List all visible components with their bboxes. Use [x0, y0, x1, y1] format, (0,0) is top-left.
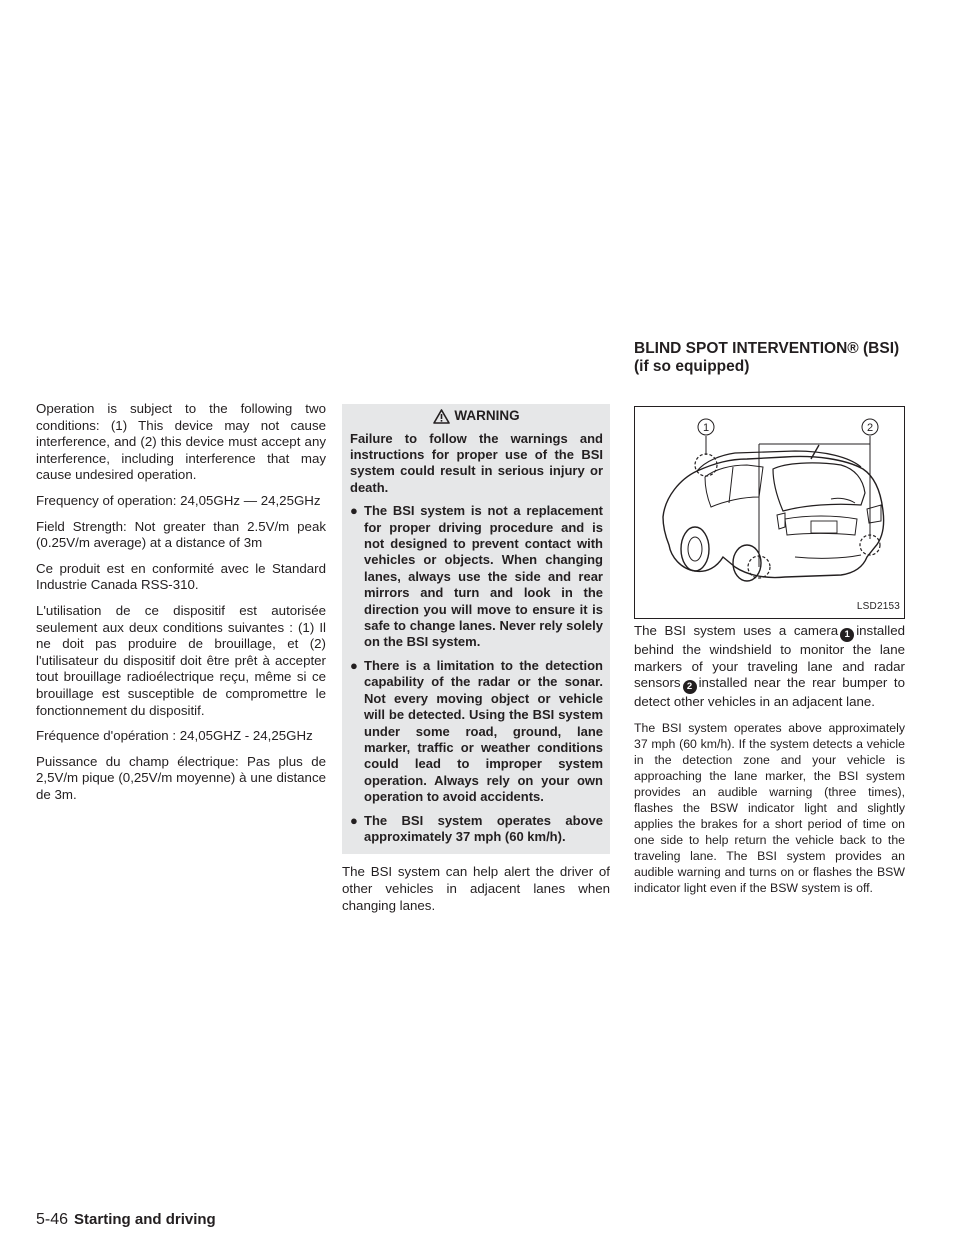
page-footer — [36, 1211, 216, 1229]
vehicle-sensors-diagram — [635, 407, 904, 618]
section-heading — [634, 340, 934, 376]
paragraph: Operation is subject to the following two conditions: (1) This device may not cause interference, and (2) this device must accept any interference, including interference that may cause undesired operation. — [36, 401, 326, 483]
warning-bullet: ● There is a limitation to the detection capability of the radar or the sonar. Not every moving object or vehicle will be detected. Using the BSI system under some road, ground, lane marker, traffic or weather conditions could lead to improper system operation. Always rely on your own operation to avoid accidents. — [350, 657, 603, 805]
vehicle-illustration — [634, 406, 905, 619]
bullet-icon: ● — [350, 657, 358, 673]
bullet-icon: ● — [350, 503, 358, 519]
column-middle — [342, 404, 610, 923]
warning-triangle-icon — [433, 409, 450, 424]
callout-1-icon: 1 — [840, 628, 854, 642]
paragraph: Frequency of operation: 24,05GHz — 24,25GHz — [36, 492, 321, 508]
paragraph: Fréquence d'opération : 24,05GHZ - 24,25GHz — [36, 728, 313, 744]
chapter-title: Starting and driving — [74, 1211, 216, 1228]
figure-code: LSD2153 — [856, 601, 900, 613]
paragraph: The BSI system operates above approximately 37 mph (60 km/h). If the system detects a vehicle in the detection zone and your vehicle is approaching the lane marker, the BSI system provides an audible warning (three times), flashes the BSW indicator light and slightly applies the brakes for a short period of time on one side to help return the vehicle back to the traveling lane. The BSI system provides an audible warning and turns on or flashes the BSW indicator light even if the BSW system is off. — [634, 720, 905, 895]
bullet-icon: ● — [350, 812, 358, 828]
paragraph: L'utilisation de ce dispositif est autorisée seulement aux deux conditions suivantes : (1) Il ne doit pas produire de brouillage, et (2) l'utilisateur du dispositif doit être prêt à accepter tout brouillage radioélectrique reçu, même si ce brouillage est susceptible de compromettre le fonctionnement du dispositif. — [36, 602, 326, 718]
paragraph: Field Strength: Not greater than 2.5V/m peak (0.25V/m average) at a distance of 3m — [36, 518, 326, 551]
warning-box — [342, 404, 610, 854]
paragraph: Puissance du champ électrique: Pas plus de 2,5V/m pique (0,25V/m moyenne) à une distance de 3m. — [36, 753, 326, 802]
warning-title: WARNING — [454, 408, 520, 423]
warning-bullet: ● The BSI system is not a replacement for proper driving procedure and is not designed to prevent contact with vehicles or objects. When changing lanes, always use the side and rear mirrors and turn and look in the direction you will move to ensure it is safe to change lanes. Never rely solely on the BSI system. — [350, 503, 603, 650]
section-subtitle: (if so equipped) — [634, 358, 750, 375]
column-right — [634, 406, 905, 905]
paragraph: Ce produit est en conformité avec le Standard Industrie Canada RSS-310. — [36, 560, 326, 593]
callout-2-icon: 2 — [683, 680, 697, 694]
column-left — [36, 401, 326, 812]
page-number: 5-46 — [36, 1211, 69, 1228]
warning-header — [350, 408, 603, 425]
paragraph: The BSI system uses a camera 1 installed behind the windshield to monitor the lane markers of your traveling lane and radar sensors 2 installed near the rear bumper to detect other vehicles in an adjacent lane. — [634, 623, 905, 710]
callout-2-label: 2 — [866, 422, 874, 434]
warning-bullet: ● The BSI system operates above approximately 37 mph (60 km/h). — [350, 812, 603, 844]
paragraph: The BSI system can help alert the driver of other vehicles in adjacent lanes when changing lanes. — [342, 864, 610, 913]
section-title: BLIND SPOT INTERVENTION® (BSI) — [634, 340, 900, 357]
callout-1-label: 1 — [702, 422, 710, 434]
warning-intro: Failure to follow the warnings and instructions for proper use of the BSI system could result in serious injury or death. — [350, 430, 603, 495]
